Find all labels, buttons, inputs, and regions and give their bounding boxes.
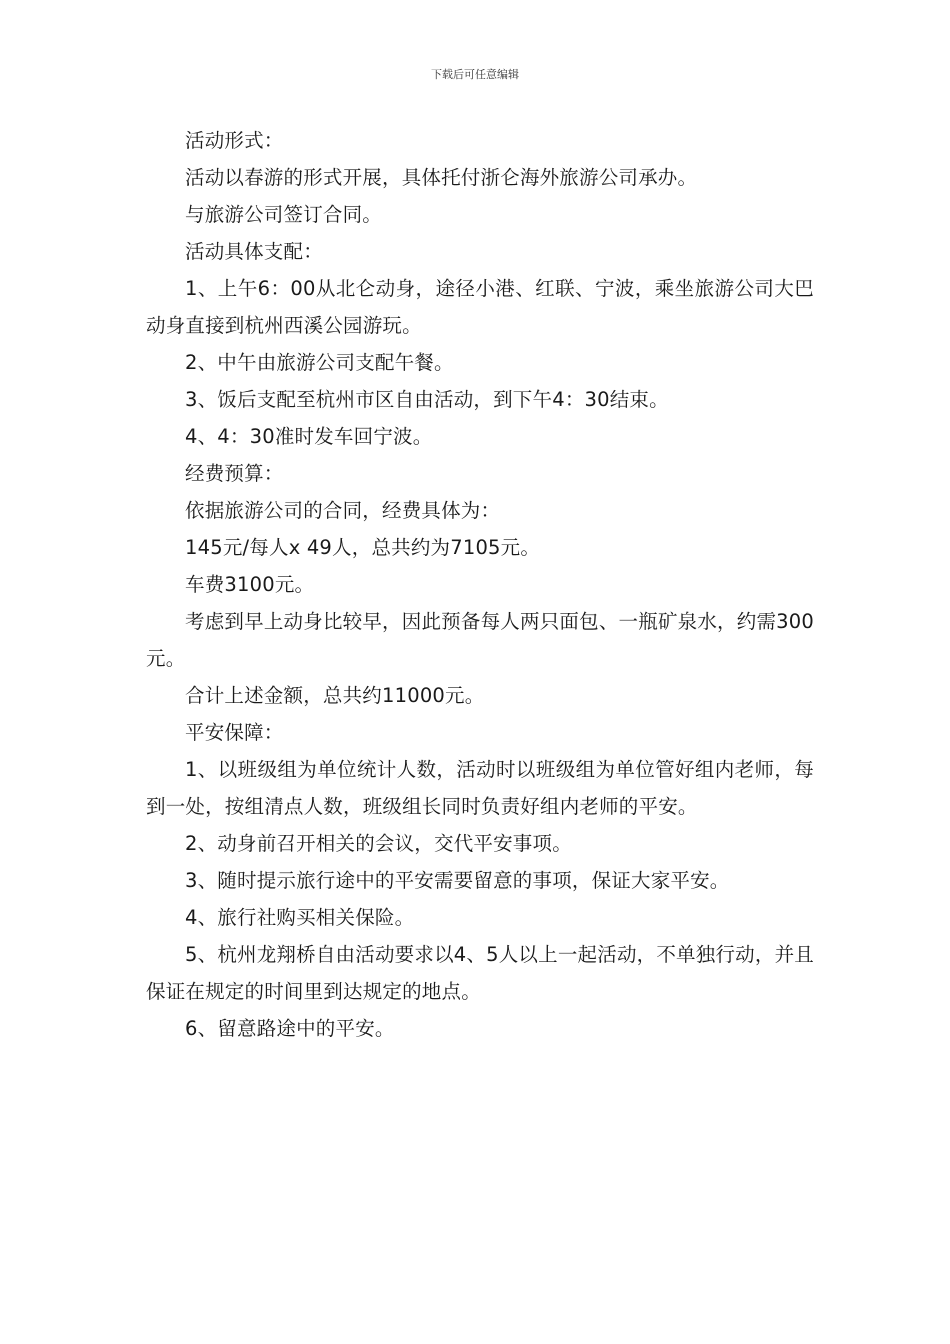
schedule-item: 3、饭后支配至杭州市区自由活动，到下午4：30结束。 <box>185 388 669 411</box>
paragraph: 活动以春游的形式开展，具体托付浙仑海外旅游公司承办。 <box>185 166 698 189</box>
section-heading-activity-form: 活动形式： <box>185 129 284 152</box>
safety-item: 6、留意路途中的平安。 <box>185 1017 395 1040</box>
document-body <box>146 122 814 1047</box>
budget-item: 考虑到早上动身比较早，因此预备每人两只面包、一瓶矿泉水，约需300元。 <box>146 610 814 670</box>
section-heading-schedule: 活动具体支配： <box>185 240 323 263</box>
paragraph: 与旅游公司签订合同。 <box>185 203 383 226</box>
schedule-item: 4、4：30准时发车回宁波。 <box>185 425 433 448</box>
safety-item: 1、以班级组为单位统计人数，活动时以班级组为单位管好组内老师，每到一处，按组清点人数，班级组长同时负责好组内老师的平安。 <box>146 758 814 818</box>
safety-item: 2、动身前召开相关的会议，交代平安事项。 <box>185 832 572 855</box>
schedule-item: 2、中午由旅游公司支配午餐。 <box>185 351 454 374</box>
safety-item: 3、随时提示旅行途中的平安需要留意的事项，保证大家平安。 <box>185 869 730 892</box>
budget-item: 车费3100元。 <box>185 573 315 596</box>
safety-item: 4、旅行社购买相关保险。 <box>185 906 415 929</box>
budget-item: 145元/每人x 49人，总共约为7105元。 <box>185 536 541 559</box>
section-heading-safety: 平安保障： <box>185 721 284 744</box>
header-note: 下载后可任意编辑 <box>431 68 519 81</box>
safety-item: 5、杭州龙翔桥自由活动要求以4、5人以上一起活动，不单独行动，并且保证在规定的时间里到达规定的地点。 <box>146 943 814 1003</box>
section-heading-budget: 经费预算： <box>185 462 284 485</box>
schedule-item: 1、上午6：00从北仑动身，途径小港、红联、宁波，乘坐旅游公司大巴动身直接到杭州西溪公园游玩。 <box>146 277 814 337</box>
budget-total: 合计上述金额，总共约11000元。 <box>185 684 485 707</box>
paragraph: 依据旅游公司的合同，经费具体为： <box>185 499 501 522</box>
